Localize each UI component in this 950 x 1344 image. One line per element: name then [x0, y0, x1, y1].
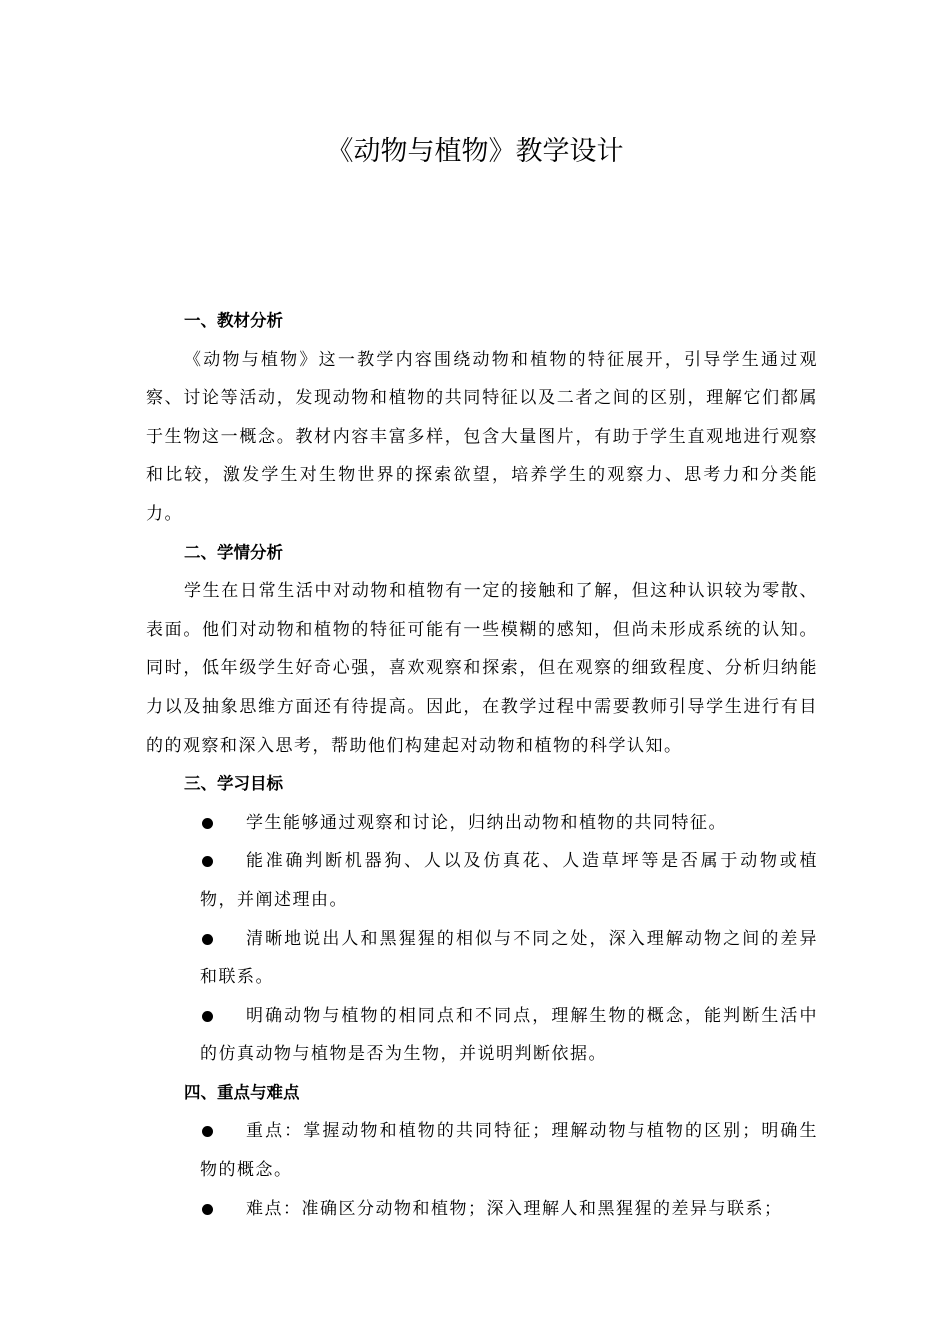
list-item-text: 清晰地说出人和黑猩猩的相似与不同之处，深入理解动物之间的差异和联系。	[200, 928, 818, 988]
document-body	[146, 302, 818, 1228]
list-item	[146, 842, 818, 919]
section-heading-learner-analysis: 二、学情分析	[184, 542, 283, 562]
section-heading-key-points: 四、重点与难点	[184, 1082, 300, 1102]
list-item	[146, 920, 818, 997]
list-item-text: 学生能够通过观察和讨论，归纳出动物和植物的共同特征。	[246, 812, 727, 833]
list-item	[146, 997, 818, 1074]
section-heading-textbook-analysis: 一、教材分析	[184, 311, 283, 330]
section-heading-learning-objectives: 三、学习目标	[184, 774, 283, 794]
list-item	[146, 1190, 818, 1229]
document-title: 《动物与植物》教学设计	[326, 136, 624, 167]
list-item-text: 明确动物与植物的相同点和不同点，理解生物的概念，能判断生活中的仿真动物与植物是否为生物，并说明判断依据。	[200, 1005, 818, 1065]
bullet-dot-icon	[202, 1204, 213, 1215]
list-item-text: 难点：准确区分动物和植物；深入理解人和黑猩猩的差异与联系；	[246, 1198, 783, 1219]
list-item-text: 重点：掌握动物和植物的共同特征；理解动物与植物的区别；明确生物的概念。	[200, 1121, 818, 1181]
list-item	[146, 804, 818, 843]
bullet-dot-icon	[202, 818, 213, 829]
bullet-dot-icon	[202, 1011, 213, 1022]
bullet-dot-icon	[202, 934, 213, 945]
list-item	[146, 1112, 818, 1189]
section-paragraph-textbook-analysis: 《动物与植物》这一教学内容围绕动物和植物的特征展开，引导学生通过观察、讨论等活动，发现动物和植物的共同特征以及二者之间的区别，理解它们都属于生物这一概念。教材内容丰富多样，包含大量图片，有助于学生直观地进行观察和比较，激发学生对生物世界的探索欲望，培养学生的观察力、思考力和分类能力。	[146, 349, 818, 524]
list-item-text: 能准确判断机器狗、人以及仿真花、人造草坪等是否属于动物或植物，并阐述理由。	[200, 851, 818, 910]
section-paragraph-learner-analysis: 学生在日常生活中对动物和植物有一定的接触和了解，但这种认识较为零散、表面。他们对动物和植物的特征可能有一些模糊的感知，但尚未形成系统的认知。同时，低年级学生好奇心强，喜欢观察和探索，但在观察的细致程度、分析归纳能力以及抽象思维方面还有待提高。因此，在教学过程中需要教师引导学生进行有目的的观察和深入思考，帮助他们构建起对动物和植物的科学认知。	[146, 581, 818, 756]
